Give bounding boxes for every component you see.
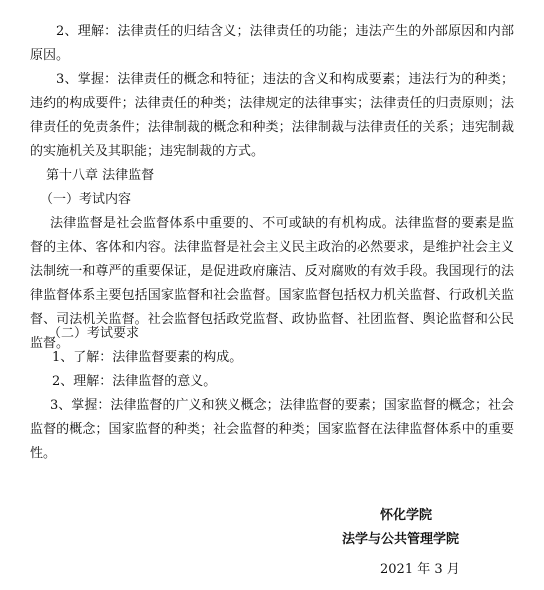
- requirement-understand: 2、理解：法律监督的意义。: [52, 374, 217, 389]
- signature-school: 法学与公共管理学院: [342, 532, 460, 547]
- signature-date: 2021 年 3 月: [380, 562, 460, 577]
- section-exam-content: （一）考试内容: [40, 192, 132, 207]
- chapter-title: 第十八章 法律监督: [46, 168, 155, 183]
- paragraph-understand-liability: 2、理解：法律责任的归结含义；法律责任的功能；违法产生的外部原因和内部原因。: [30, 24, 514, 63]
- section-exam-requirements: （二）考试要求: [48, 326, 140, 341]
- paragraph-exam-content: 法律监督是社会监督体系中重要的、不可或缺的有机构成。法律监督的要素是监督的主体、客体和内容。法律监督是社会主义民主政治的必然要求，是维护社会主义法制统一和尊严的重要保证，是促进政府廉洁、反对腐败的有效手段。我国现行的法律监督体系主要包括国家监督和社会监督。国家监督包括权力机关监督、行政机关监督、司法机关监督。社会监督包括政党监督、政协监督、社团监督、舆论监督和公民监督。: [30, 216, 514, 351]
- requirement-know: 1、了解：法律监督要素的构成。: [52, 350, 243, 365]
- requirement-master: 3、掌握：法律监督的广义和狭义概念；法律监督的要素；国家监督的概念；社会监督的概念；国家监督的种类；社会监督的种类；国家监督在法律监督体系中的重要性。: [30, 398, 514, 461]
- paragraph-master-liability: 3、掌握：法律责任的概念和特征；违法的含义和构成要素；违法行为的种类；违约的构成要件；法律责任的种类；法律规定的法律事实；法律责任的归责原则；法律责任的免责条件；法律制裁的概念和种类；法律制裁与法律责任的关系；违宪制裁的实施机关及其职能；违宪制裁的方式。: [30, 72, 514, 159]
- signature-university: 怀化学院: [380, 508, 433, 523]
